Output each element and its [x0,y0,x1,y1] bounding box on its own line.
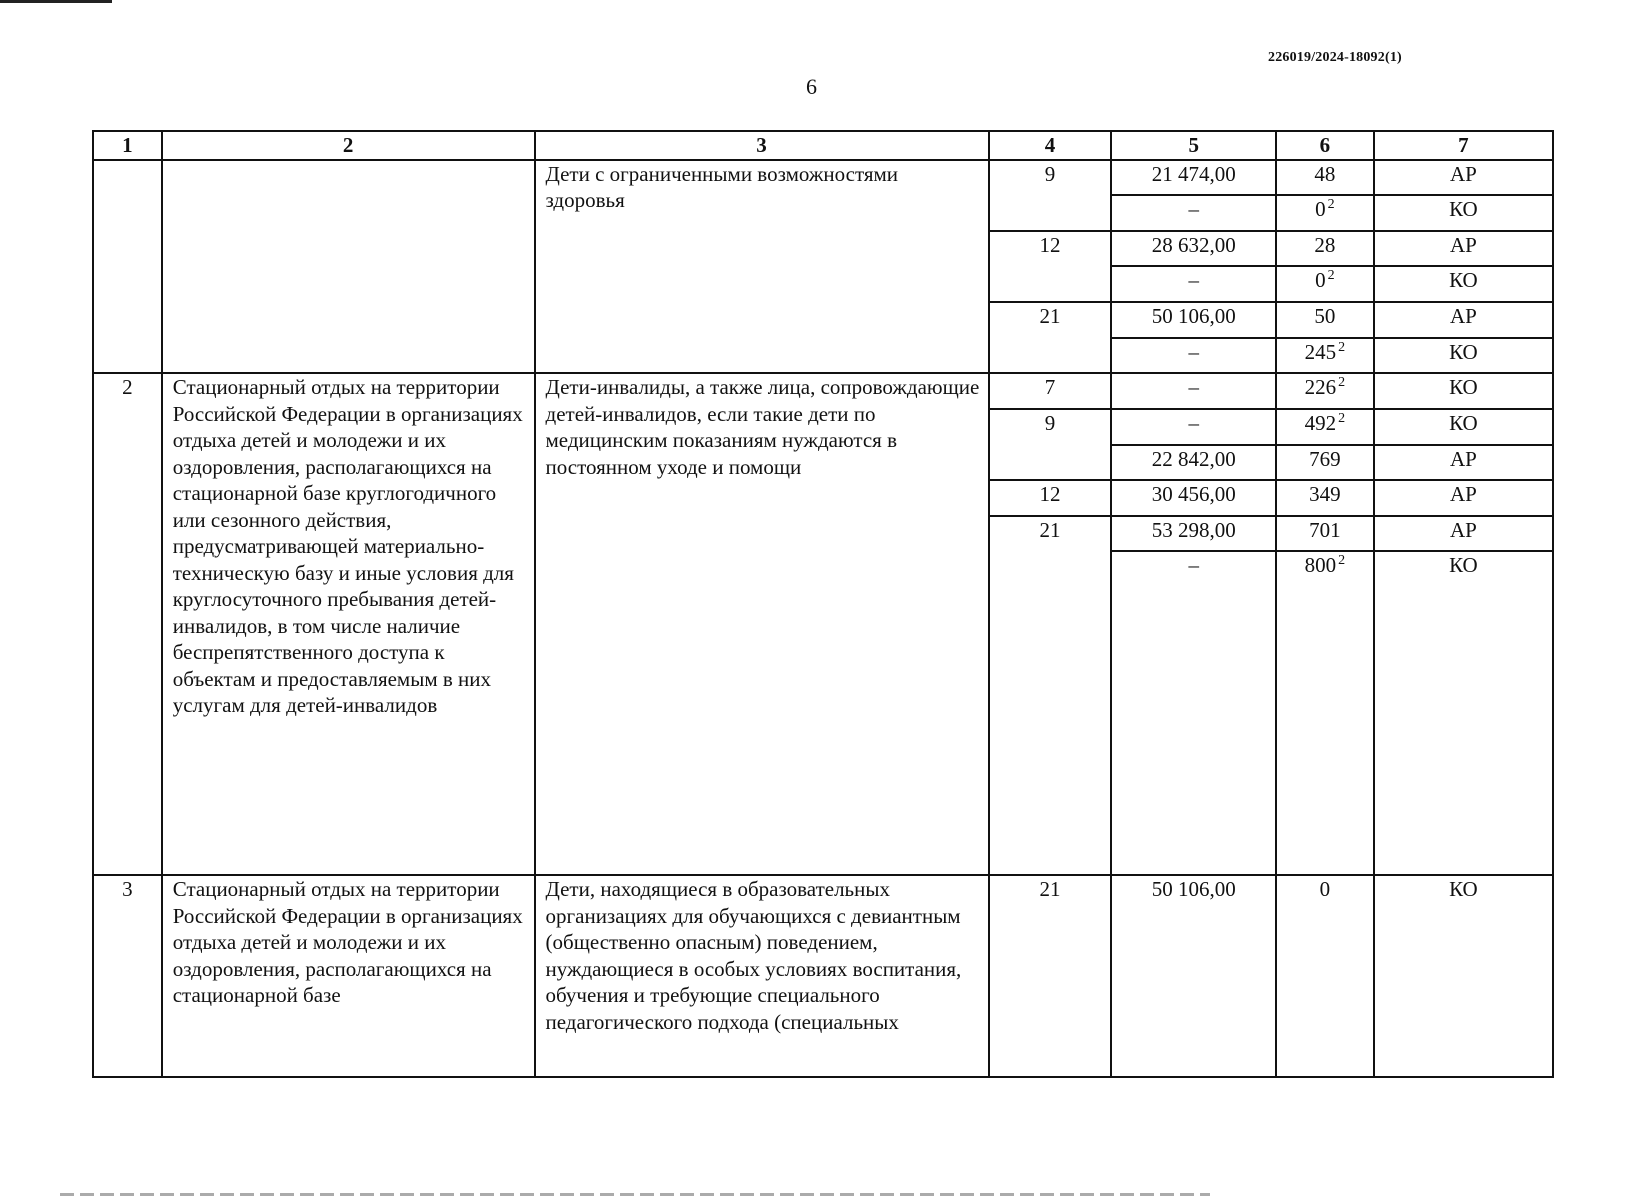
category-cell: Дети с ограниченными возможностями здоровья [535,160,989,374]
duration-cell: 9 [989,160,1112,231]
quantity-value: 769 [1309,446,1341,471]
price-cell: 50 106,00 [1111,302,1276,338]
price-cell: 30 456,00 [1111,480,1276,516]
quantity-cell [1276,195,1374,231]
column-header: 6 [1276,131,1374,160]
footnote-marker: 2 [1327,268,1335,284]
tariff-table [92,130,1554,1078]
funding-code-cell: АР [1374,160,1553,196]
funding-code-cell: КО [1374,875,1553,1077]
quantity-cell [1276,516,1374,552]
duration-cell: 12 [989,231,1112,302]
price-cell: 28 632,00 [1111,231,1276,267]
footnote-marker: 2 [1338,339,1346,355]
price-cell: – [1111,551,1276,875]
quantity-value: 349 [1309,482,1341,507]
scan-noise-line [60,1193,1210,1196]
category-cell: Дети, находящиеся в образовательных организациях для обучающихся с девиантным (общественно опасным) поведением, нуждающиеся в особых условиях воспитания, обучения и требующие специального педагогического подхода (специальных [535,875,989,1077]
funding-code-cell: КО [1374,373,1553,409]
footnote-marker: 2 [1338,410,1346,426]
column-header: 2 [162,131,535,160]
column-header: 3 [535,131,989,160]
footnote-marker: 2 [1327,197,1335,213]
quantity-cell [1276,551,1374,875]
funding-code-cell: АР [1374,231,1553,267]
quantity-cell [1276,231,1374,267]
price-cell: – [1111,409,1276,445]
quantity-cell [1276,302,1374,338]
price-cell: 50 106,00 [1111,875,1276,1077]
quantity-value: 48 [1314,161,1336,186]
quantity-value: 800 [1304,553,1337,578]
funding-code-cell: АР [1374,302,1553,338]
price-cell: – [1111,338,1276,374]
row-number-cell: 2 [93,373,162,875]
quantity-cell [1276,445,1374,481]
scan-edge-mark [0,0,112,3]
funding-code-cell: КО [1374,409,1553,445]
quantity-value: 492 [1304,410,1337,435]
duration-cell: 9 [989,409,1112,480]
quantity-value: 0 [1315,197,1326,222]
quantity-cell [1276,480,1374,516]
price-cell: 21 474,00 [1111,160,1276,196]
quantity-cell [1276,160,1374,196]
duration-cell: 21 [989,516,1112,875]
funding-code-cell: КО [1374,338,1553,374]
column-header: 5 [1111,131,1276,160]
price-cell: 22 842,00 [1111,445,1276,481]
duration-cell: 7 [989,373,1112,409]
price-cell: 53 298,00 [1111,516,1276,552]
column-header: 1 [93,131,162,160]
row-number-cell: 3 [93,875,162,1077]
page-number: 6 [806,74,817,99]
funding-code-cell: АР [1374,480,1553,516]
quantity-value: 0 [1315,268,1326,293]
price-cell: – [1111,373,1276,409]
quantity-value: 226 [1304,375,1337,400]
quantity-cell [1276,338,1374,374]
funding-code-cell: АР [1374,516,1553,552]
duration-cell: 21 [989,302,1112,373]
table-row [93,875,1553,1077]
funding-code-cell: КО [1374,266,1553,302]
quantity-value: 0 [1319,877,1331,902]
quantity-cell [1276,373,1374,409]
category-cell: Дети-инвалиды, а также лица, сопровождающие детей-инвалидов, если такие дети по медицинским показаниям нуждаются в постоянном уходе и помощи [535,373,989,875]
quantity-value: 50 [1314,304,1336,328]
quantity-value: 28 [1314,232,1336,257]
price-cell: – [1111,195,1276,231]
footnote-marker: 2 [1338,553,1346,569]
quantity-cell [1276,266,1374,302]
document-number: 226019/2024-18092(1) [1268,50,1402,65]
footnote-marker: 2 [1338,375,1346,391]
service-name-cell: Стационарный отдых на территории Российской Федерации в организациях отдыха детей и молодежи и их оздоровления, располагающихся на стационарной базе круглогодичного или сезонного действия, предусматривающей материально-техническую базу и иные условия для круглосуточного пребывания детей-инвалидов, в том числе наличие беспрепятственного доступа к объектам и предоставляемым в них услугам для детей-инвалидов [162,373,535,875]
duration-cell: 12 [989,480,1112,516]
service-name-cell [162,160,535,374]
funding-code-cell: КО [1374,195,1553,231]
service-name-cell: Стационарный отдых на территории Российской Федерации в организациях отдыха детей и молодежи и их оздоровления, располагающихся на стационарной базе [162,875,535,1077]
funding-code-cell: АР [1374,445,1553,481]
quantity-cell [1276,409,1374,445]
column-header: 4 [989,131,1112,160]
quantity-cell [1276,875,1374,1077]
row-number-cell [93,160,162,374]
quantity-value: 701 [1309,517,1341,542]
funding-code-cell: КО [1374,551,1553,875]
table-row [93,160,1553,196]
duration-cell: 21 [989,875,1112,1077]
table-row [93,373,1553,409]
table-header-row [93,131,1553,160]
column-header: 7 [1374,131,1553,160]
price-cell: – [1111,266,1276,302]
quantity-value: 245 [1304,339,1337,364]
